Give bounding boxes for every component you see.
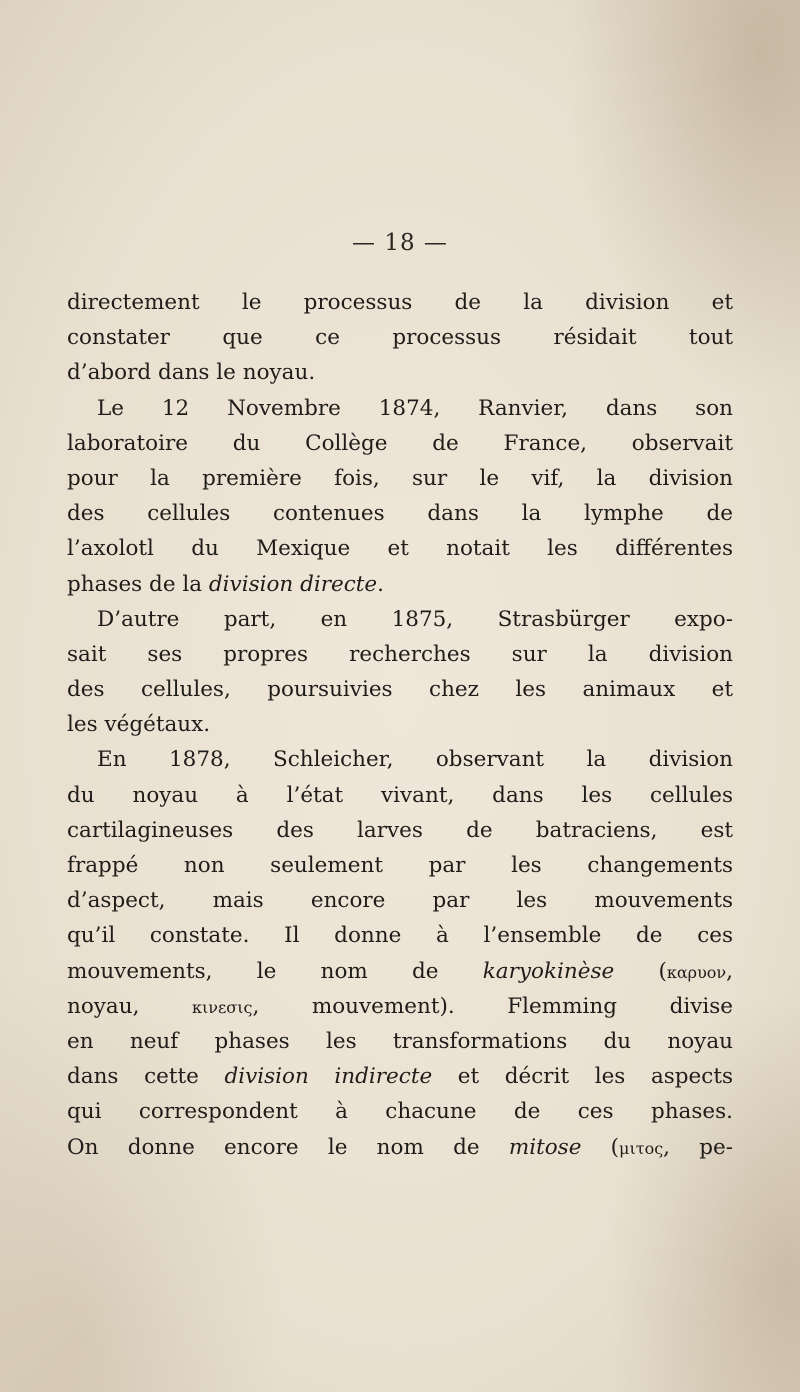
text-line xyxy=(67,918,733,953)
text-run: les végétaux. xyxy=(67,712,211,738)
text-line xyxy=(67,1094,733,1129)
text-line xyxy=(67,461,733,496)
text-line xyxy=(67,531,733,566)
text-line xyxy=(67,320,733,355)
text-line xyxy=(67,778,733,813)
text-line xyxy=(67,602,733,637)
text-run: . xyxy=(377,571,384,597)
text-run: En 1878, Schleicher, observant la division xyxy=(97,747,733,773)
text-run: noyau, xyxy=(67,993,192,1019)
text-run: d’abord dans le noyau. xyxy=(67,360,316,386)
text-run: phases de la xyxy=(67,571,209,597)
italic-term: division indirecte xyxy=(224,1064,433,1090)
text-line xyxy=(67,285,733,320)
greek-term: καρυον xyxy=(666,962,727,982)
text-line xyxy=(67,1130,733,1165)
text-run: , pe- xyxy=(663,1134,733,1160)
text-run: des cellules, poursuivies chez les animaux et xyxy=(67,677,733,703)
text-line xyxy=(67,426,733,461)
italic-term: division directe xyxy=(208,571,378,597)
text-line xyxy=(67,954,733,989)
text-run: en neuf phases les transformations du noyau xyxy=(67,1028,733,1054)
text-run: cartilagineuses des larves de batraciens, est xyxy=(67,817,733,843)
text-run: , xyxy=(726,958,733,984)
text-line xyxy=(67,355,733,390)
text-line xyxy=(67,707,733,742)
text-run: qu’il constate. Il donne à l’ensemble de ces xyxy=(67,923,733,949)
text-line xyxy=(67,848,733,883)
text-line xyxy=(67,883,733,918)
text-run: l’axolotl du Mexique et notait les différentes xyxy=(67,536,733,562)
text-line xyxy=(67,989,733,1024)
text-line xyxy=(67,672,733,707)
text-line xyxy=(67,813,733,848)
text-run: d’aspect, mais encore par les mouvements xyxy=(67,888,733,914)
text-run: et décrit les aspects xyxy=(432,1064,734,1090)
text-run: ( xyxy=(614,958,667,984)
text-run: , mouvement). Flemming divise xyxy=(252,993,733,1019)
text-run: qui correspondent à chacune de ces phases. xyxy=(67,1099,733,1125)
text-run: des cellules contenues dans la lymphe de xyxy=(67,501,733,527)
text-run: dans cette xyxy=(67,1064,225,1090)
text-line xyxy=(67,496,733,531)
text-line xyxy=(67,567,733,602)
text-run: laboratoire du Collège de France, observait xyxy=(67,430,733,456)
italic-term: karyokinèse xyxy=(482,958,615,984)
text-run: sait ses propres recherches sur la division xyxy=(67,641,733,667)
text-run: D’autre part, en 1875, Strasbürger expo- xyxy=(97,606,733,632)
text-line xyxy=(67,391,733,426)
text-run: du noyau à l’état vivant, dans les cellules xyxy=(67,782,733,808)
text-run: mouvements, le nom de xyxy=(67,958,483,984)
text-run: On donne encore le nom de xyxy=(67,1134,509,1160)
page-number: — 18 — xyxy=(352,230,448,256)
body-text xyxy=(67,285,733,1165)
greek-term: μιτος xyxy=(619,1138,664,1158)
text-line xyxy=(67,1059,733,1094)
text-run: pour la première fois, sur le vif, la division xyxy=(67,465,733,491)
text-line xyxy=(67,1024,733,1059)
text-run: Le 12 Novembre 1874, Ranvier, dans son xyxy=(97,395,733,421)
text-line xyxy=(67,637,733,672)
text-run: directement le processus de la division et xyxy=(67,290,733,315)
greek-term: κινεσις xyxy=(192,997,253,1017)
text-run: ( xyxy=(581,1134,620,1160)
text-run: constater que ce processus résidait tout xyxy=(67,325,733,351)
italic-term: mitose xyxy=(508,1134,582,1160)
text-line xyxy=(67,742,733,777)
text-run: frappé non seulement par les changements xyxy=(67,853,733,878)
